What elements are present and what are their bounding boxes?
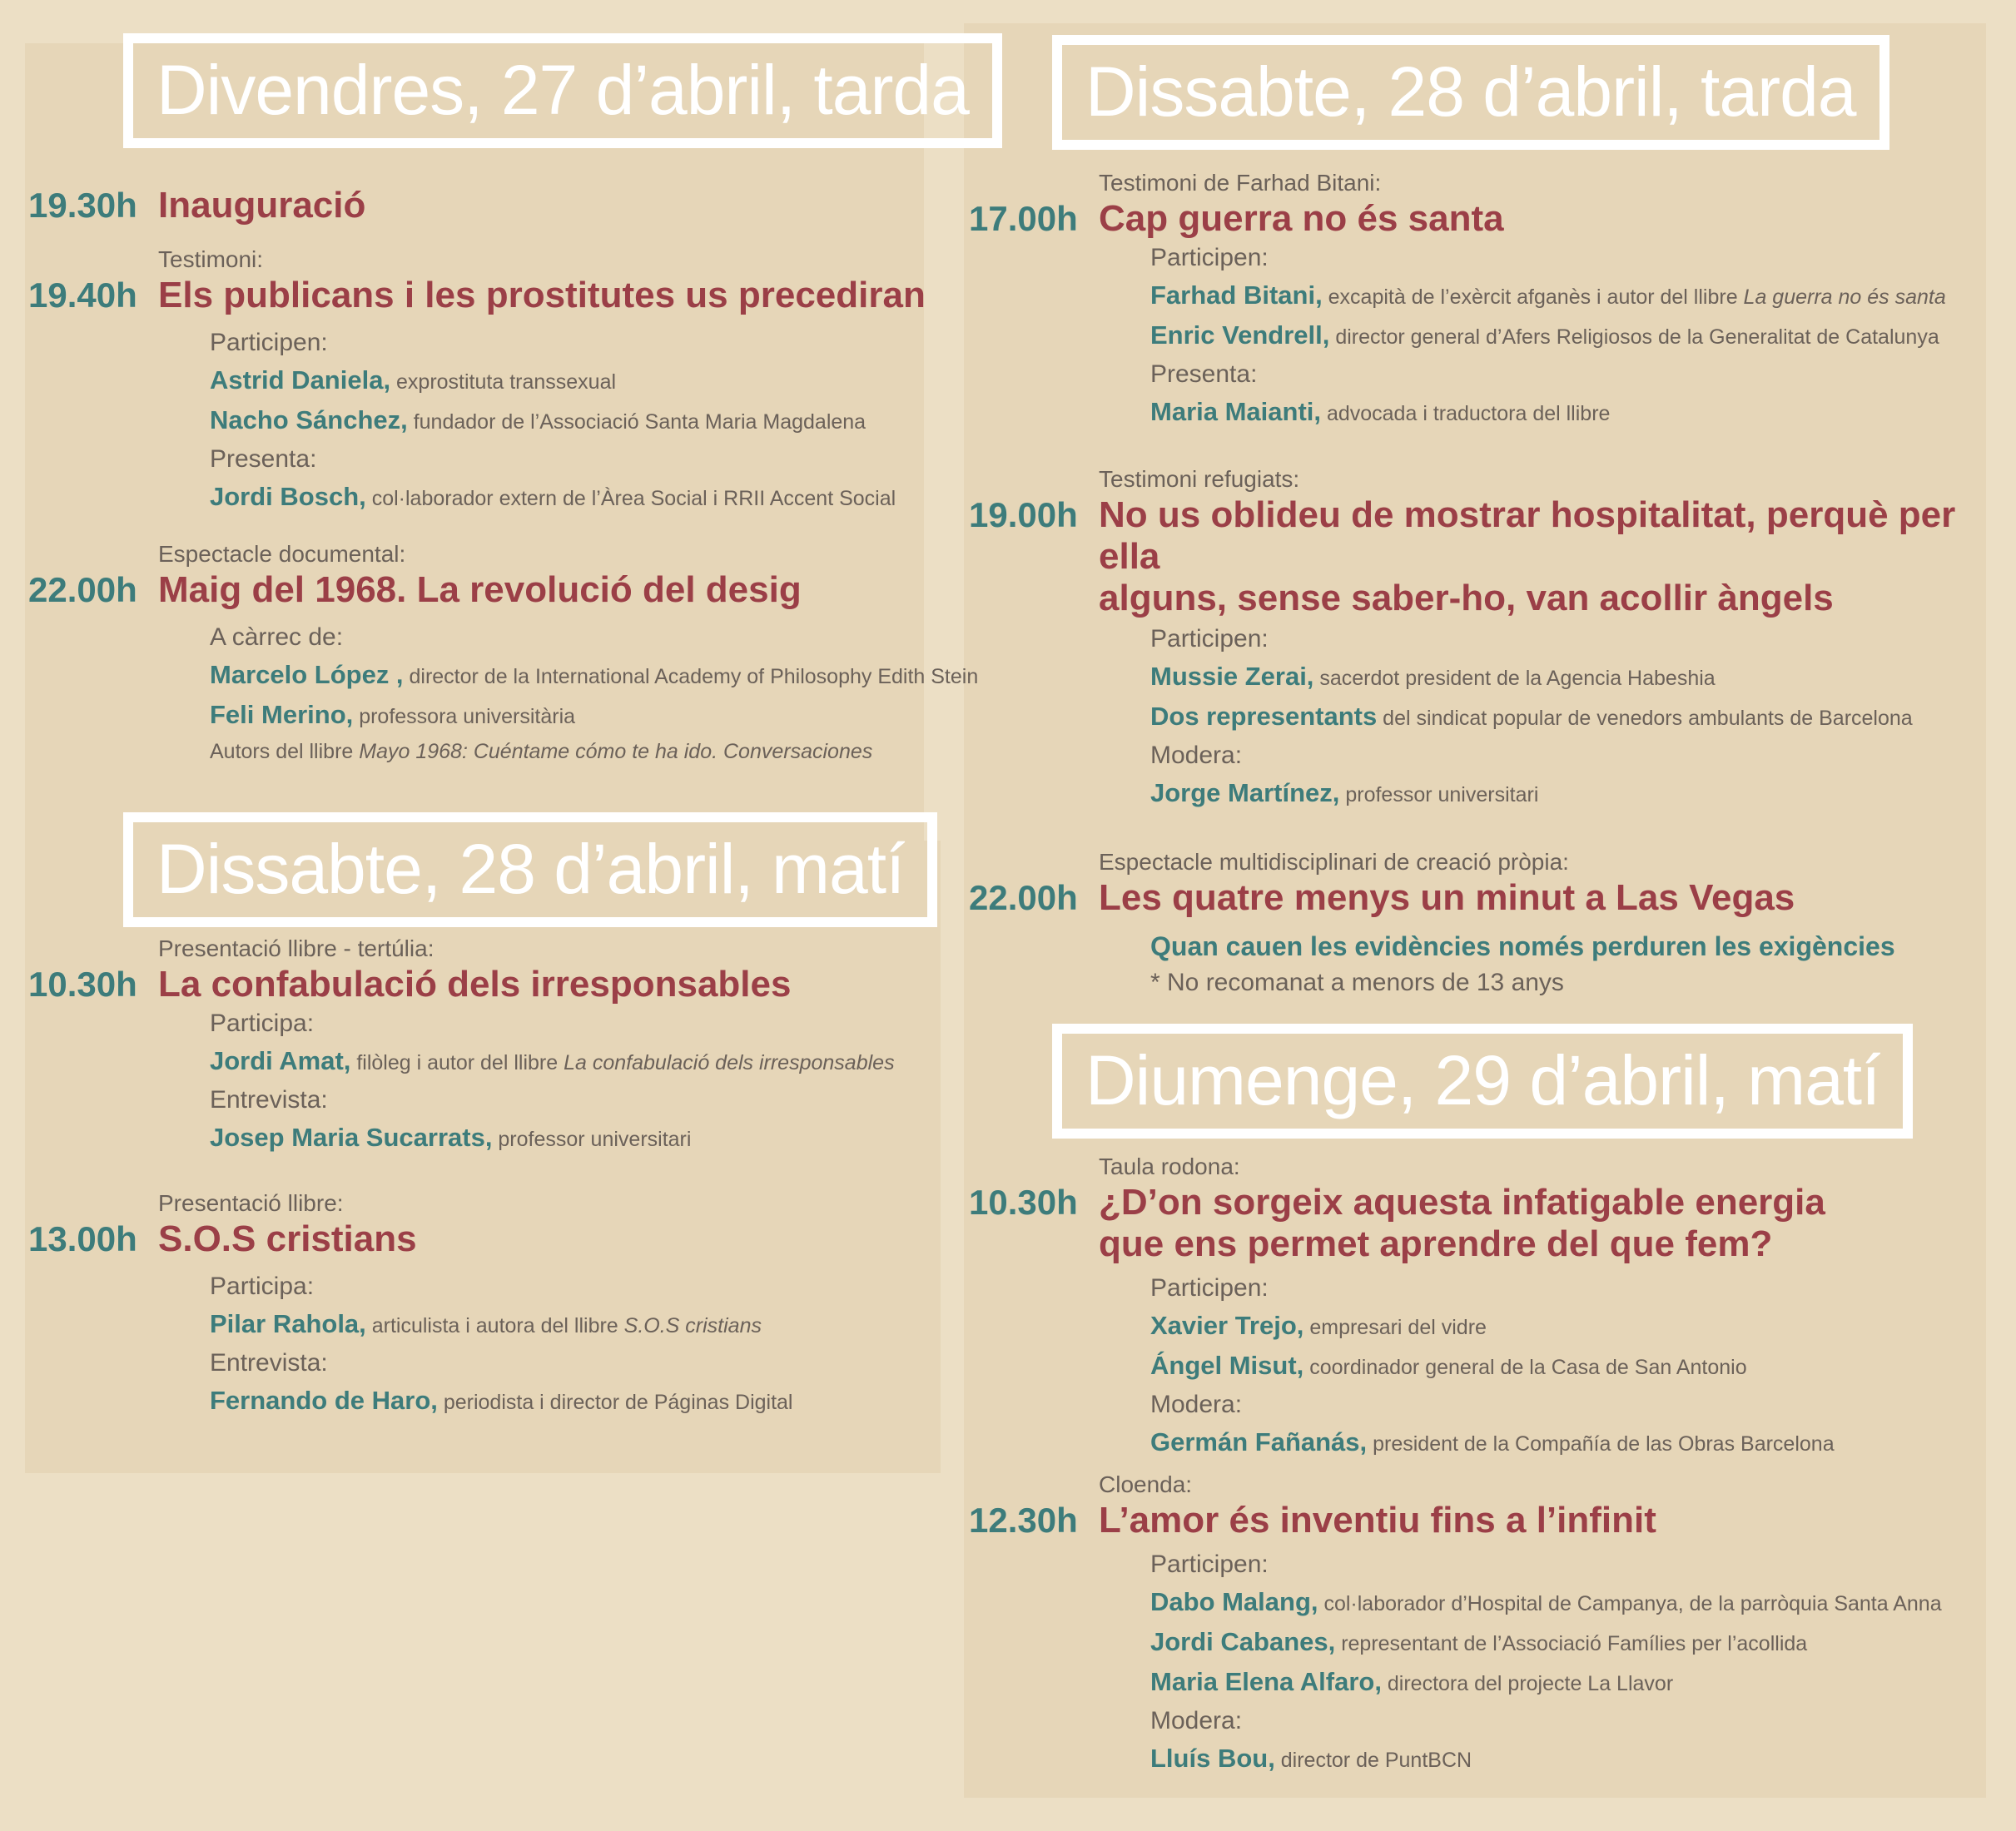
participant-desc: director de la International Academy of Philosophy Edith Stein [403, 665, 979, 688]
participant-name: Jorge Martínez, [1150, 778, 1340, 807]
event-time: 19.00h [969, 495, 1078, 534]
participant [210, 656, 979, 696]
event-details [1099, 240, 1984, 433]
event-time: 10.30h [28, 965, 137, 1004]
book-title: Mayo 1968: Cuéntame cómo te ha ido. Conversaciones [359, 740, 873, 763]
participant-name: Dos representants [1150, 702, 1378, 731]
event-time: 10.30h [969, 1183, 1078, 1222]
book-note [210, 736, 944, 767]
event-details [1099, 1270, 1984, 1463]
participant-desc: col·laborador d’Hospital de Campanya, de la parròquia Santa Anna [1318, 1592, 1942, 1615]
participant-name: Ángel Misut, [1150, 1351, 1304, 1380]
participant [1150, 1583, 1984, 1623]
participant-desc: president de la Compañía de las Obras Barcelona [1367, 1432, 1835, 1456]
event-time: 22.00h [969, 878, 1078, 917]
participant-desc: professora universitària [353, 705, 576, 728]
participant-name: Enric Vendrell, [1150, 320, 1330, 350]
participant [210, 1382, 944, 1422]
event-kicker: Presentació llibre - tertúlia: [158, 935, 434, 961]
event-time: 12.30h [969, 1501, 1078, 1540]
role-label: Participen: [1150, 1274, 1269, 1302]
participant-desc: representant de l’Associació Famílies per l’acollida [1335, 1632, 1808, 1655]
role-label: Participen: [1150, 625, 1269, 653]
event-kicker: Cloenda: [1099, 1471, 1193, 1497]
participant-desc: professor universitari [1339, 783, 1539, 806]
day-heading-sunday-morning: Diumenge, 29 d’abril, matí [1052, 1024, 1913, 1139]
participant [1150, 697, 1984, 737]
participant-name: Farhad Bitani, [1150, 280, 1323, 310]
event-title: S.O.S cristians [158, 1218, 417, 1259]
event-time: 19.40h [28, 275, 137, 315]
event-subtitle: Quan cauen les evidències només perduren les exigències [1150, 931, 1895, 961]
event-confabulacio [28, 934, 944, 1159]
participant [210, 361, 944, 401]
event-las-vegas [969, 847, 1984, 1000]
participant-desc: del sindicat popular de venedors ambulants de Barcelona [1377, 707, 1913, 730]
role-label: Entrevista: [210, 1349, 328, 1377]
event-kicker: Testimoni de Farhad Bitani: [1099, 170, 1382, 196]
event-sos-cristians [28, 1188, 944, 1422]
event-title: Cap guerra no és santa [1099, 198, 1504, 239]
participant-desc: directora del projecte La Llavor [1381, 1672, 1674, 1695]
participant [1150, 393, 1984, 433]
participant-desc: periodista i director de Páginas Digital [437, 1391, 793, 1414]
event-details [158, 1268, 944, 1422]
participant [1150, 1423, 1984, 1463]
event-maig-1968 [28, 539, 979, 767]
event-kicker: Espectacle multidisciplinari de creació pròpia: [1099, 849, 1569, 875]
event-kicker: Taula rodona: [1099, 1154, 1240, 1179]
participant [210, 1119, 944, 1159]
event-title: L’amor és inventiu fins a l’infinit [1099, 1500, 1656, 1541]
event-taula-rodona [969, 1152, 1984, 1463]
participant-name: Pilar Rahola, [210, 1309, 366, 1338]
participant-name: Astrid Daniela, [210, 365, 391, 394]
book-title: La guerra no és santa [1743, 285, 1946, 309]
event-time: 17.00h [969, 199, 1078, 238]
right-column [969, 23, 1984, 1779]
participant-name: Maria Elena Alfaro, [1150, 1667, 1382, 1696]
event-title: Les quatre menys un minut a Las Vegas [1099, 877, 1795, 918]
event-details [158, 619, 979, 767]
participant [210, 696, 944, 736]
role-label: Modera: [1150, 1391, 1243, 1418]
participant-name: Josep Maria Sucarrats, [210, 1123, 493, 1152]
participant [210, 401, 944, 441]
event-title: Inauguració [158, 185, 366, 226]
participant-name: Fernando de Haro, [210, 1386, 438, 1415]
participant-name: Jordi Amat, [210, 1046, 351, 1075]
event-cloenda [969, 1470, 1984, 1779]
event-hospitalitat [969, 464, 1984, 814]
participant-desc: advocada i traductora del llibre [1321, 402, 1611, 425]
event-details [1099, 927, 1984, 1000]
age-warning: * No recomanat a menors de 13 anys [1150, 969, 1564, 996]
participant-desc: filòleg i autor del llibre [350, 1051, 564, 1074]
participant-name: Maria Maianti, [1150, 397, 1321, 426]
role-label: Presenta: [210, 445, 317, 473]
participant-desc: professor universitari [492, 1128, 692, 1151]
role-label: Participen: [1150, 244, 1269, 271]
event-time: 19.30h [28, 186, 137, 225]
role-label: Presenta: [1150, 360, 1258, 388]
participant-desc: director de PuntBCN [1274, 1749, 1472, 1772]
event-details [1099, 621, 1984, 814]
event-time: 22.00h [28, 570, 137, 609]
role-label: A càrrec de: [210, 623, 344, 651]
participant-desc: exprostituta transsexual [390, 370, 617, 394]
participant-name: Germán Fañanás, [1150, 1427, 1368, 1456]
participant-name: Nacho Sánchez, [210, 405, 408, 434]
participant [1150, 657, 1984, 697]
event-title: La confabulació dels irresponsables [158, 964, 792, 1005]
event-kicker: Presentació llibre: [158, 1190, 344, 1216]
event-title-line-2: alguns, sense saber-ho, van acollir àngels [1099, 578, 1834, 618]
participant [1150, 1307, 1984, 1347]
participant-desc: coordinador general de la Casa de San Antonio [1303, 1356, 1747, 1379]
participant-name: Mussie Zerai, [1150, 662, 1314, 691]
participant-desc: col·laborador extern de l’Àrea Social i RRII Accent Social [365, 487, 896, 510]
event-details [158, 325, 944, 518]
participant-name: Dabo Malang, [1150, 1587, 1318, 1616]
event-inauguracio [28, 185, 944, 226]
participant-desc: fundador de l’Associació Santa Maria Magdalena [407, 410, 866, 434]
role-label: Modera: [1150, 1707, 1243, 1734]
participant-name: Xavier Trejo, [1150, 1311, 1304, 1340]
participant-name: Jordi Bosch, [210, 482, 366, 511]
event-title-line-2: que ens permet aprendre del que fem? [1099, 1223, 1773, 1264]
day-heading-saturday-afternoon: Dissabte, 28 d’abril, tarda [1052, 35, 1889, 150]
role-label: Participen: [1150, 1551, 1269, 1578]
event-title-line-1: No us oblideu de mostrar hospitalitat, perquè per ella [1099, 494, 1956, 577]
book-title: La confabulació dels irresponsables [564, 1051, 895, 1074]
participant [210, 1042, 944, 1082]
participant [1150, 1739, 1984, 1779]
participant-desc: articulista i autora del llibre [365, 1314, 624, 1337]
participant [1150, 316, 1984, 356]
event-kicker: Espectacle documental: [158, 541, 406, 567]
event-kicker: Testimoni refugiats: [1099, 466, 1300, 492]
event-title-line-1: ¿D’on sorgeix aquesta infatigable energia [1099, 1182, 1825, 1223]
participant-desc: excapità de l’exèrcit afganès i autor del llibre [1322, 285, 1744, 309]
event-details [158, 1005, 944, 1159]
role-label: Modera: [1150, 742, 1243, 769]
book-note-prefix: Autors del llibre [210, 740, 360, 763]
participant [1150, 1663, 1984, 1703]
event-publicans [28, 245, 944, 518]
participant-desc: sacerdot president de la Agencia Habeshia [1313, 667, 1716, 690]
participant-desc: empresari del vidre [1303, 1316, 1487, 1339]
left-column [28, 23, 979, 1422]
participant-name: Jordi Cabanes, [1150, 1627, 1336, 1656]
role-label: Participa: [210, 1273, 315, 1300]
participant [1150, 1623, 1984, 1663]
event-title: Maig del 1968. La revolució del desig [158, 569, 802, 610]
participant-name: Feli Merino, [210, 700, 354, 729]
participant [1150, 774, 1984, 814]
event-title: Els publicans i les prostitutes us precediran [158, 275, 926, 315]
role-label: Entrevista: [210, 1086, 328, 1114]
participant [210, 1305, 944, 1345]
participant-name: Lluís Bou, [1150, 1744, 1275, 1773]
participant [1150, 276, 1984, 316]
event-time: 13.00h [28, 1219, 137, 1258]
participant [210, 478, 944, 518]
participant [1150, 1347, 1984, 1387]
book-title: S.O.S cristians [623, 1314, 762, 1337]
event-kicker: Testimoni: [158, 246, 264, 272]
day-heading-saturday-morning: Dissabte, 28 d’abril, matí [123, 812, 937, 927]
role-label: Participa: [210, 1010, 315, 1037]
event-cap-guerra [969, 168, 1984, 433]
role-label: Participen: [210, 329, 328, 356]
day-heading-friday: Divendres, 27 d’abril, tarda [123, 33, 1002, 148]
participant-desc: director general d’Afers Religiosos de la Generalitat de Catalunya [1329, 325, 1939, 349]
event-details [1099, 1546, 1984, 1779]
participant-name: Marcelo López , [210, 660, 404, 689]
